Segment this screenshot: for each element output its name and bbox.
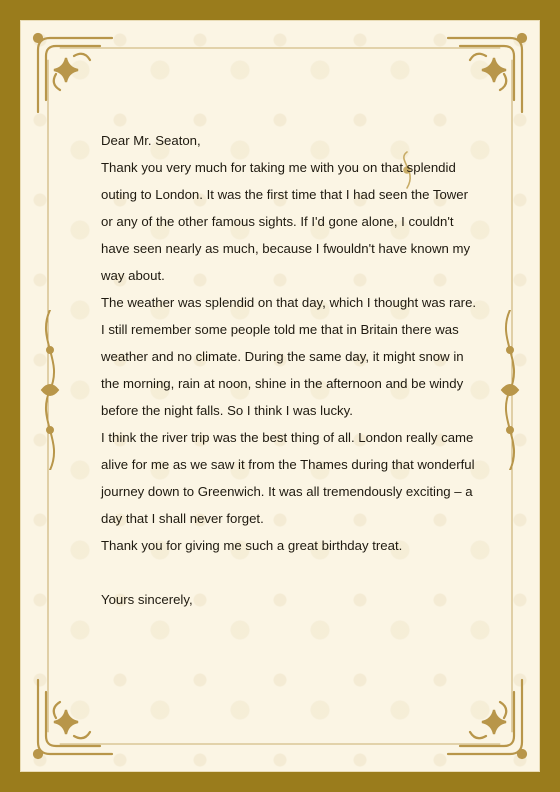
bottom-left-corner-ornament-icon: [30, 672, 120, 762]
letter-paper: [20, 20, 540, 772]
top-right-corner-ornament-icon: [440, 30, 530, 120]
top-left-corner-ornament-icon: [30, 30, 120, 120]
letter-paragraph-1: Thank you very much for taking me with you on that splendid outing to London. It was the first time that I had seen the Tower or any of the other famous sights. If I'd gone alone, I couldn't have seen nearly as much, because I fwouldn't have known my way about.: [101, 160, 471, 283]
letter-paragraph-3: I think the river trip was the best thing of all. London really came alive for me as we saw it from the Thames during that wonderful journey down to Greenwich. It was all tremendously exciting – a day that I shall never forget.: [101, 430, 475, 526]
letter-closing: Yours sincerely,: [101, 592, 193, 607]
left-side-flourish-icon: [32, 310, 68, 470]
letter-paragraph-2: The weather was splendid on that day, which I thought was rare. I still remember some people told me that in Britain there was weather and no climate. During the same day, it might snow in the morning, rain at noon, shine in the afternoon and be windy before the night falls. So I think I was lucky.: [101, 295, 477, 418]
spacer: [101, 559, 481, 586]
letter-body: [101, 127, 481, 613]
bottom-right-corner-ornament-icon: [440, 672, 530, 762]
right-side-flourish-icon: [492, 310, 528, 470]
letter-paragraph-4: Thank you for giving me such a great birthday treat.: [101, 538, 403, 553]
letter-salutation: Dear Mr. Seaton,: [101, 133, 201, 148]
